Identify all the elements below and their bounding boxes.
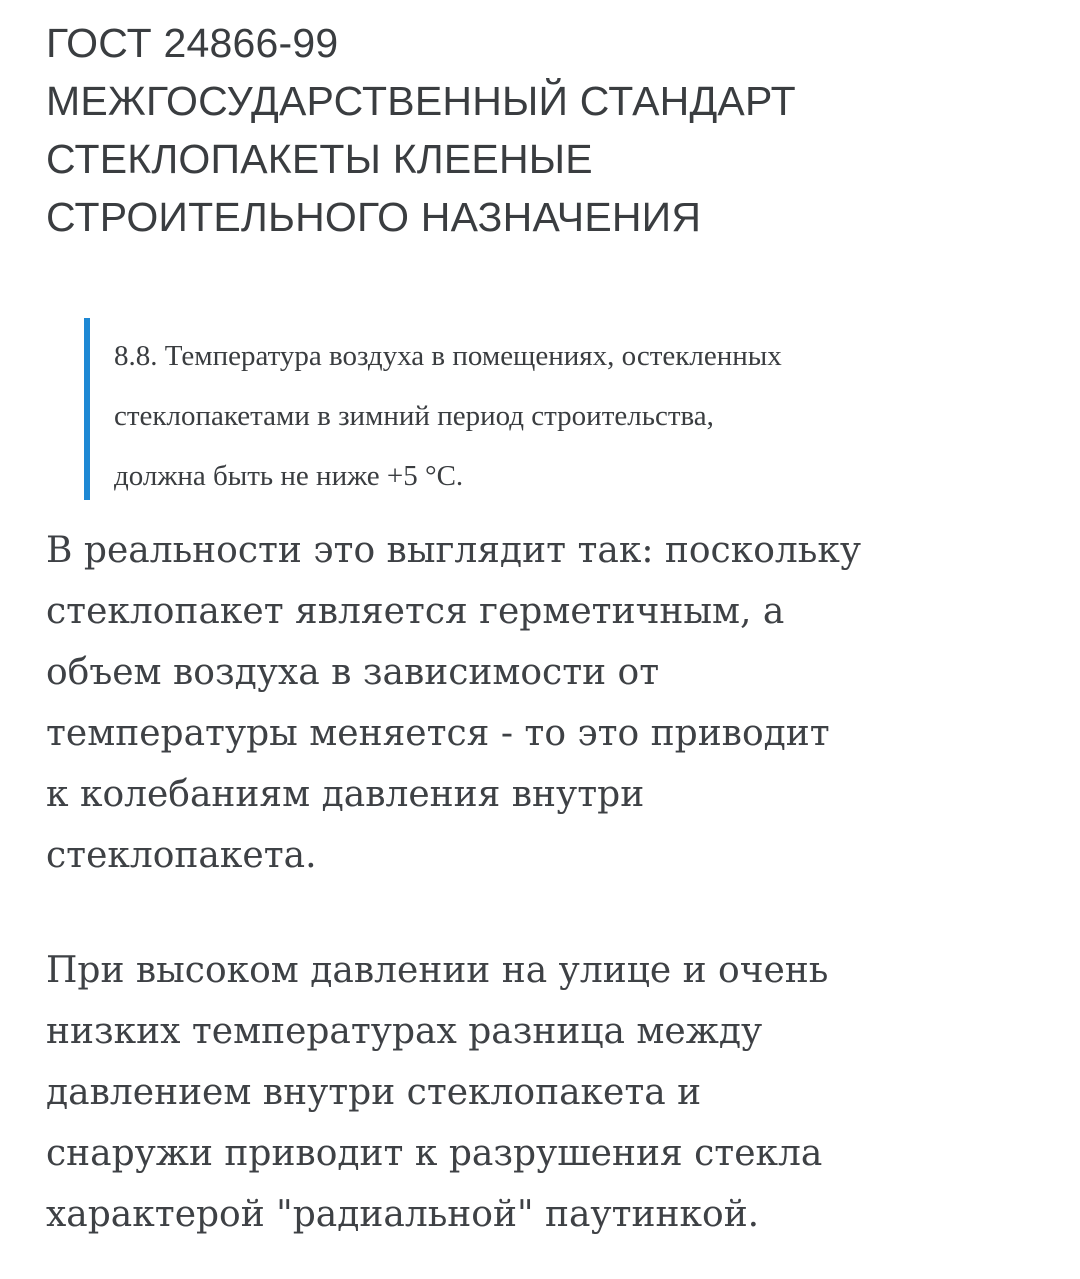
paragraph-line: характерой "радиальной" паутинкой.	[46, 1194, 760, 1235]
document-title	[46, 14, 1046, 246]
paragraph-line: низких температурах разница между	[46, 1011, 763, 1052]
quote-line: 8.8. Температура воздуха в помещениях, остекленных	[114, 340, 782, 372]
paragraph-line: объем воздуха в зависимости от	[46, 652, 660, 693]
paragraph-line: При высоком давлении на улице и очень	[46, 950, 829, 991]
paragraph-explanation	[46, 520, 1046, 886]
title-line: СТЕКЛОПАКЕТЫ КЛЕЕНЫЕ	[46, 136, 593, 182]
quote-text	[114, 326, 1074, 506]
paragraph-line: к колебаниям давления внутри	[46, 774, 645, 815]
paragraph-line: снаружи приводит к разрушения стекла	[46, 1133, 823, 1174]
title-line: СТРОИТЕЛЬНОГО НАЗНАЧЕНИЯ	[46, 194, 702, 240]
quote-line: должна быть не ниже +5 °C.	[114, 460, 464, 492]
standard-quote	[84, 318, 1074, 500]
title-line: ГОСТ 24866-99	[46, 20, 339, 66]
paragraph-consequence	[46, 940, 1046, 1245]
paragraph-line: давлением внутри стеклопакета и	[46, 1072, 702, 1113]
title-line: МЕЖГОСУДАРСТВЕННЫЙ СТАНДАРТ	[46, 78, 796, 124]
paragraph-line: температуры меняется - то это приводит	[46, 713, 830, 754]
paragraph-line: стеклопакета.	[46, 835, 317, 876]
quote-line: стеклопакетами в зимний период строительства,	[114, 400, 714, 432]
paragraph-line: стеклопакет является герметичным, а	[46, 591, 785, 632]
paragraph-line: В реальности это выглядит так: поскольку	[46, 530, 862, 571]
